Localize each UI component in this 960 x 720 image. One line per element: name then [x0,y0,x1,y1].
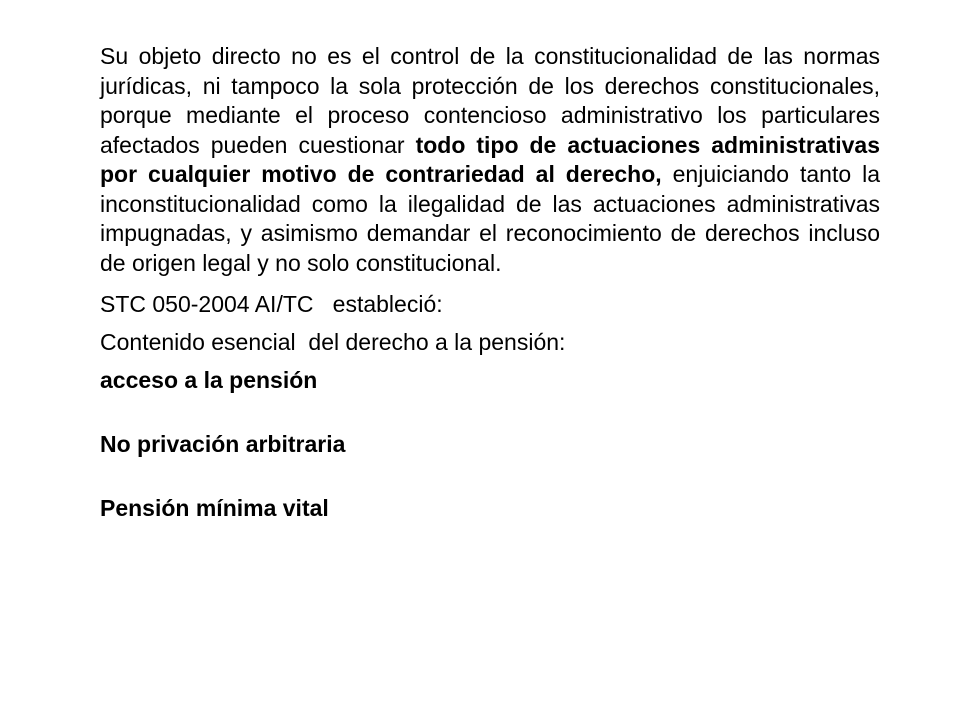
paragraph-bold-text: todo tipo de actuaciones administrativas por cualquier motivo de contrariedad al derecho, [100,131,880,187]
list-item-no-privacion: No privación arbitraria [100,431,346,457]
paragraph-text-start: Su objeto directo no es el control de la constitucionalidad de las normas jurídicas, ni tampoco la sola protección de los derechos constitucionales, porque mediante el proceso contencioso administrativo los particulares afectados pueden cuestionar [100,43,880,158]
list-item-acceso: acceso a la pensión [100,367,318,393]
stc-reference-line: STC 050-2004 AI/TC estableció: [100,291,443,317]
slide-content [100,42,880,523]
body-paragraph [100,42,880,278]
paragraph-text-end: enjuiciando tanto la inconstitucionalidad como la ilegalidad de las actuaciones administrativas impugnadas, y asimismo demandar el reconocimiento de derechos incluso de origen legal y no solo constitucional. [100,161,880,276]
list-item-pension-minima: Pensión mínima vital [100,495,329,521]
contenido-esencial-line: Contenido esencial del derecho a la pensión: [100,329,566,355]
